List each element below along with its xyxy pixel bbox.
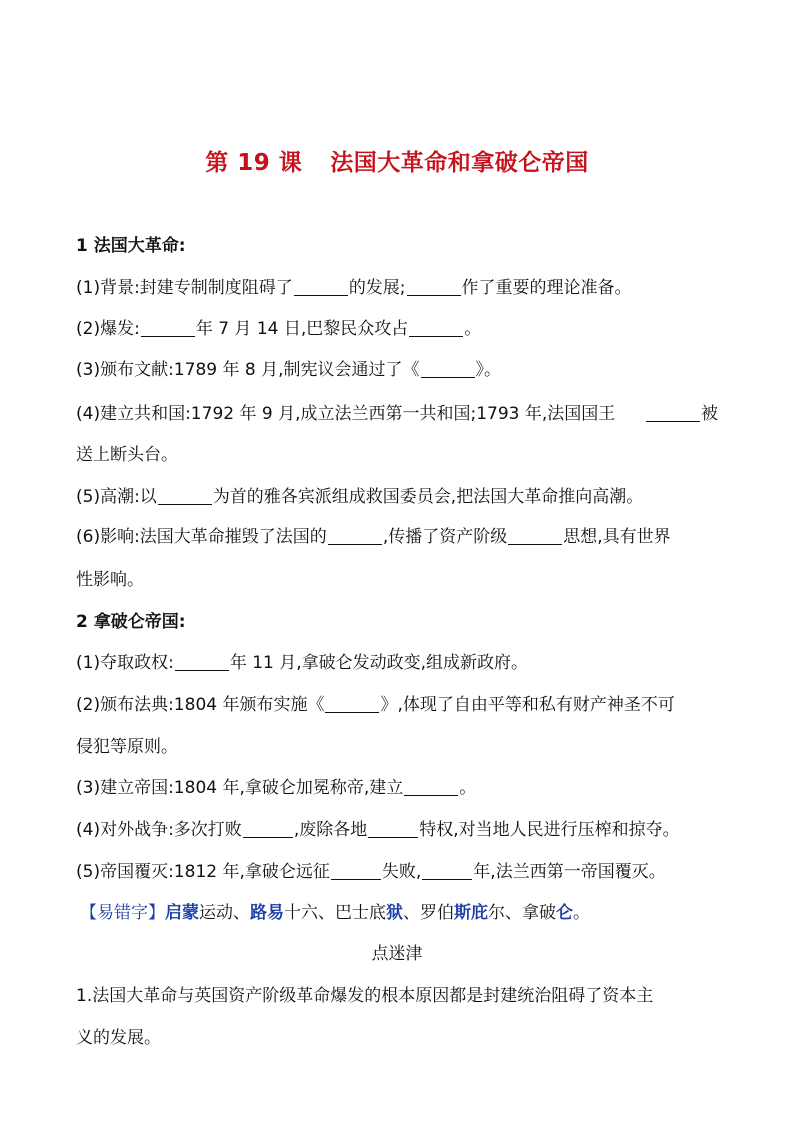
fill-blank[interactable]: [421, 359, 475, 378]
lesson-title: [0, 144, 794, 177]
item-climax: (5)高潮:以 为首的雅各宾派组成救国委员会,把法国大革命推向高潮。: [76, 487, 644, 507]
item-seize-power: (1)夺取政权: 年 11 月,拿破仑发动政变,组成新政府。: [76, 653, 529, 673]
item-war: (4)对外战争:多次打败 ,废除各地 特权,对当地人民进行压榨和掠夺。: [76, 820, 680, 840]
lesson-name: 法国大革命和拿破仑帝国: [330, 150, 589, 176]
item-fall: (5)帝国覆灭:1812 年,拿破仑远征 失败, 年,法兰西第一帝国覆灭。: [76, 862, 666, 882]
fill-blank[interactable]: [368, 819, 418, 838]
item-republic-cont: 送上断头台。: [76, 445, 178, 465]
fill-blank[interactable]: [409, 318, 463, 337]
item-republic: (4)建立共和国:1792 年 9 月,成立法兰西第一共和国;1793 年,法国国王 被: [76, 404, 718, 424]
dianmi-point-1-cont: 义的发展。: [76, 1028, 161, 1048]
item-document: (3)颁布文献:1789 年 8 月,制宪议会通过了《 》。: [76, 360, 502, 380]
item-code: (2)颁布法典:1804 年颁布实施《 》,体现了自由平等和私有财产神圣不可: [76, 695, 675, 715]
section-heading-french-revolution: 1 法国大革命:: [76, 236, 186, 256]
fill-blank[interactable]: [328, 526, 382, 545]
fill-blank[interactable]: [243, 819, 293, 838]
fill-blank[interactable]: [141, 318, 195, 337]
item-impact-cont: 性影响。: [76, 570, 144, 590]
error-prone-characters: 【易错字】启蒙运动、路易十六、巴士底狱、罗伯斯庇尔、拿破仑。: [80, 903, 590, 923]
fill-blank[interactable]: [325, 694, 379, 713]
tip-tag: 【易错字】: [80, 903, 165, 923]
fill-blank[interactable]: [175, 652, 229, 671]
item-code-cont: 侵犯等原则。: [76, 737, 178, 757]
item-empire: (3)建立帝国:1804 年,拿破仑加冕称帝,建立 。: [76, 778, 477, 798]
lesson-number: 第 19 课: [205, 150, 303, 176]
fill-blank[interactable]: [646, 403, 700, 422]
fill-blank[interactable]: [508, 526, 562, 545]
item-outbreak: (2)爆发: 年 7 月 14 日,巴黎民众攻占 。: [76, 319, 482, 339]
section-heading-napoleon-empire: 2 拿破仑帝国:: [76, 612, 186, 632]
fill-blank[interactable]: [294, 277, 348, 296]
item-impact: (6)影响:法国大革命摧毁了法国的 ,传播了资产阶级 思想,具有世界: [76, 527, 671, 547]
fill-blank[interactable]: [407, 277, 461, 296]
item-background: (1)背景:封建专制制度阻碍了 的发展; 作了重要的理论准备。: [76, 278, 632, 298]
dianmi-point-1: 1.法国大革命与英国资产阶级革命爆发的根本原因都是封建统治阻碍了资本主: [76, 986, 654, 1006]
dianmi-heading: 点迷津: [371, 944, 423, 964]
fill-blank[interactable]: [404, 777, 458, 796]
fill-blank[interactable]: [331, 861, 381, 880]
fill-blank[interactable]: [158, 486, 212, 505]
fill-blank[interactable]: [422, 861, 472, 880]
